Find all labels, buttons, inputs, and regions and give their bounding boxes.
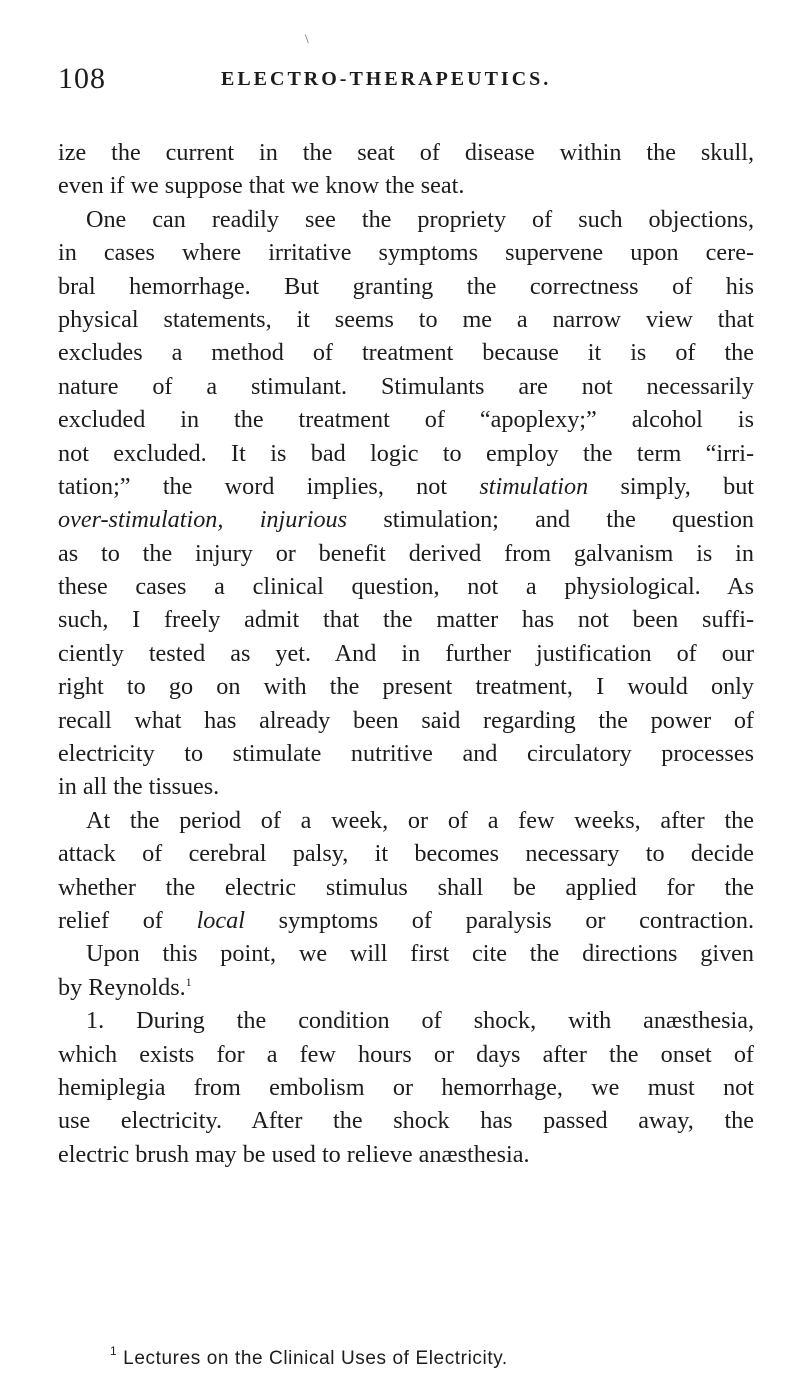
printer-mark: \	[305, 31, 309, 46]
text-segment: simply, but	[620, 472, 755, 500]
text-line: which exists for a few hours or days after the onset of	[58, 1040, 754, 1068]
text-line: ciently tested as yet. And in further justification of our	[58, 639, 754, 667]
text-line: electricity to stimulate nutritive and circulatory processes	[58, 740, 754, 768]
text-line: not excluded. It is bad logic to employ the term “irri-	[58, 439, 754, 467]
text-segment: relief of	[58, 906, 163, 934]
text-line: Upon this point, we will first cite the directions given	[86, 940, 754, 968]
italic-text: local	[196, 906, 245, 934]
text-line: in all the tissues.	[58, 773, 220, 801]
italic-text: stimulation	[479, 472, 589, 500]
text-line: excluded in the treatment of “apoplexy;” alcohol is	[58, 406, 754, 434]
footnote-ref: 1	[185, 974, 192, 989]
page-header	[58, 62, 758, 102]
text-line: even if we suppose that we know the seat.	[58, 172, 465, 200]
running-head: ELECTRO-THERAPEUTICS.	[221, 68, 552, 90]
text-line	[58, 503, 754, 536]
body-text	[58, 136, 754, 1171]
text-line: One can readily see the propriety of such objections,	[86, 205, 754, 233]
footnote	[110, 1344, 508, 1370]
text-line: right to go on with the present treatment, I would only	[58, 673, 754, 701]
text-line: whether the electric stimulus shall be applied for the	[58, 873, 754, 901]
text-line: these cases a clinical question, not a physiological. As	[58, 573, 754, 601]
text-line: attack of cerebral palsy, it becomes necessary to decide	[58, 840, 754, 868]
text-line: nature of a stimulant. Stimulants are not necessarily	[58, 372, 754, 400]
text-segment: by Reynolds.	[58, 973, 186, 1001]
text-segment: stimulation; and the question	[383, 506, 755, 534]
text-line	[58, 470, 754, 503]
text-line: 1. During the condition of shock, with anæsthesia,	[86, 1007, 754, 1035]
text-line: electric brush may be used to relieve anæsthesia.	[58, 1140, 530, 1168]
text-segment: tation;” the word implies, not	[58, 472, 448, 500]
text-line: hemiplegia from embolism or hemorrhage, we must not	[58, 1073, 754, 1101]
text-line: bral hemorrhage. But granting the correctness of his	[58, 272, 754, 300]
text-line: such, I freely admit that the matter has not been suffi-	[58, 606, 754, 634]
text-line: recall what has already been said regarding the power of	[58, 706, 754, 734]
footnote-text: Lectures on the Clinical Uses of Electricity.	[123, 1348, 508, 1369]
text-line: as to the injury or benefit derived from galvanism is in	[58, 539, 754, 567]
text-line: At the period of a week, or of a few weeks, after the	[86, 806, 754, 834]
text-line: physical statements, it seems to me a narrow view that	[58, 305, 754, 333]
italic-text: over-stimulation, injurious	[58, 506, 348, 534]
text-line: in cases where irritative symptoms supervene upon cere-	[58, 239, 754, 267]
page-number: 108	[58, 62, 106, 95]
text-line: ize the current in the seat of disease within the skull,	[58, 139, 754, 166]
text-line	[58, 904, 754, 937]
text-line	[58, 971, 754, 1004]
text-line: use electricity. After the shock has passed away, the	[58, 1107, 754, 1135]
text-segment: symptoms of paralysis or contraction.	[278, 906, 755, 934]
text-line: excludes a method of treatment because it is of the	[58, 339, 754, 367]
footnote-marker: 1	[110, 1344, 118, 1358]
